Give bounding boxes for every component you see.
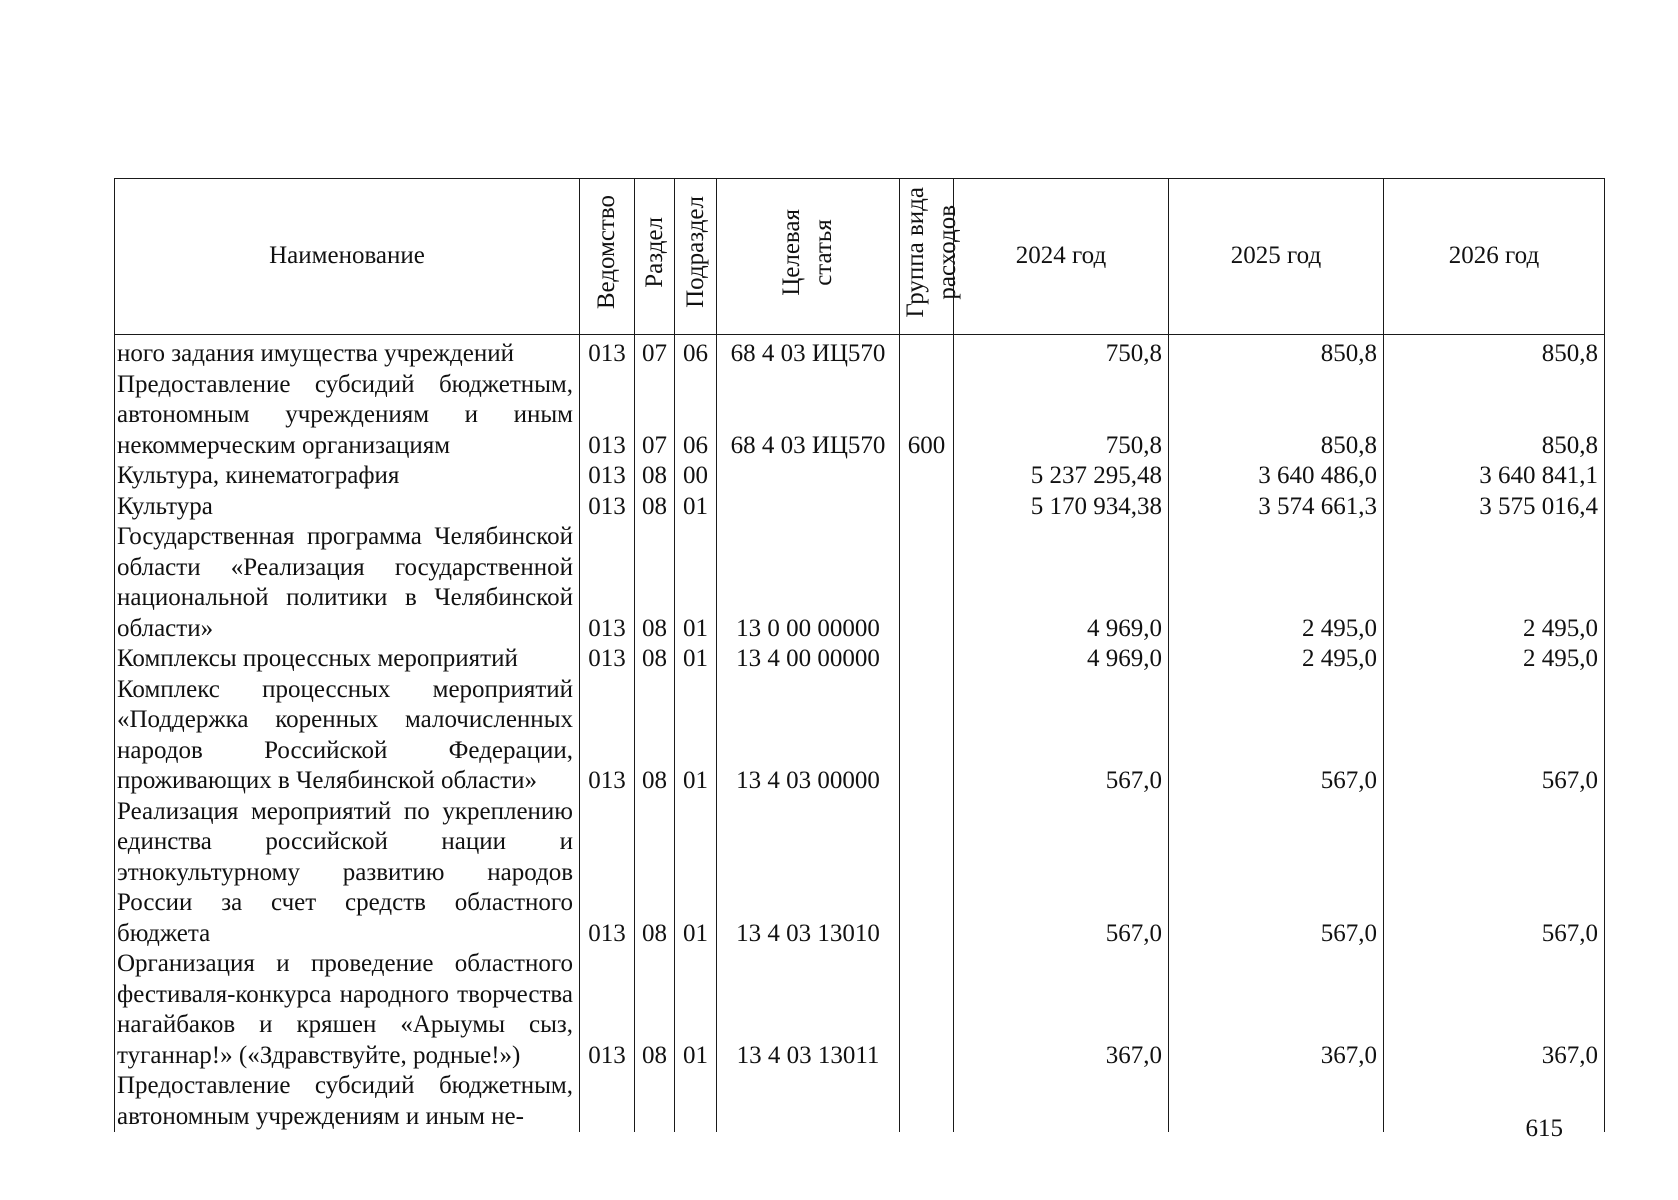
header-2025: 2025 год xyxy=(1169,179,1384,335)
cell-target: 13 4 03 00000 xyxy=(717,675,900,797)
cell-2026: 567,0 xyxy=(1384,675,1605,797)
cell-target: 13 4 00 00000 xyxy=(717,644,900,675)
cell-2024: 750,8 xyxy=(954,370,1169,462)
cell-2026: 3 640 841,1 xyxy=(1384,461,1605,492)
cell-target xyxy=(717,1071,900,1132)
header-section: Раздел xyxy=(635,179,675,335)
cell-2025: 2 495,0 xyxy=(1169,522,1384,644)
cell-dept: 013 xyxy=(580,370,635,462)
cell-section: 08 xyxy=(635,492,675,523)
cell-section: 08 xyxy=(635,461,675,492)
table-body xyxy=(115,335,1605,1133)
cell-2025: 567,0 xyxy=(1169,675,1384,797)
cell-name: ного задания имущества учреждений xyxy=(115,335,580,370)
cell-dept: 013 xyxy=(580,492,635,523)
table-row xyxy=(115,335,1605,370)
cell-dept: 013 xyxy=(580,461,635,492)
cell-section: 07 xyxy=(635,370,675,462)
cell-2026: 367,0 xyxy=(1384,949,1605,1071)
header-2026: 2026 год xyxy=(1384,179,1605,335)
cell-section: 08 xyxy=(635,522,675,644)
table-row xyxy=(115,675,1605,797)
cell-subsection: 00 xyxy=(675,461,717,492)
cell-2026: 2 495,0 xyxy=(1384,522,1605,644)
header-2024: 2024 год xyxy=(954,179,1169,335)
cell-section: 08 xyxy=(635,949,675,1071)
header-target: Целевая статья xyxy=(717,179,900,335)
cell-name: Предоставление субсидий бюджетным, автономным учреждениям и иным некоммерческим организациям xyxy=(115,370,580,462)
cell-2024: 4 969,0 xyxy=(954,522,1169,644)
cell-section: 08 xyxy=(635,797,675,950)
cell-expense-group xyxy=(900,461,954,492)
cell-2026: 567,0 xyxy=(1384,797,1605,950)
cell-2024: 5 170 934,38 xyxy=(954,492,1169,523)
cell-target: 13 0 00 00000 xyxy=(717,522,900,644)
header-dept: Ведомство xyxy=(580,179,635,335)
table-row xyxy=(115,522,1605,644)
cell-name: Культура, кинематография xyxy=(115,461,580,492)
cell-2024: 367,0 xyxy=(954,949,1169,1071)
cell-2026 xyxy=(1384,1071,1605,1132)
budget-table xyxy=(114,178,1605,1132)
cell-name: Государственная программа Челябинской области «Реализация государственной национальной политики в Челябинской области» xyxy=(115,522,580,644)
cell-name: Предоставление субсидий бюджетным, автономным учреждениям и иным не- xyxy=(115,1071,580,1132)
cell-name: Комплексы процессных мероприятий xyxy=(115,644,580,675)
page-number: 615 xyxy=(1525,1115,1563,1142)
cell-expense-group xyxy=(900,949,954,1071)
cell-2025: 367,0 xyxy=(1169,949,1384,1071)
cell-subsection: 06 xyxy=(675,335,717,370)
cell-2025: 850,8 xyxy=(1169,370,1384,462)
cell-section: 08 xyxy=(635,644,675,675)
cell-dept: 013 xyxy=(580,949,635,1071)
cell-2026: 3 575 016,4 xyxy=(1384,492,1605,523)
cell-name: Комплекс процессных мероприятий «Поддержка коренных малочисленных народов Российской Федерации, проживающих в Челябинской области» xyxy=(115,675,580,797)
cell-2024: 567,0 xyxy=(954,675,1169,797)
cell-name: Реализация мероприятий по укреплению единства российской нации и этнокультурному развитию народов России за счет средств областного бюджета xyxy=(115,797,580,950)
cell-dept xyxy=(580,1071,635,1132)
cell-target: 68 4 03 ИЦ570 xyxy=(717,335,900,370)
table-row xyxy=(115,492,1605,523)
table-row xyxy=(115,797,1605,950)
cell-2026: 850,8 xyxy=(1384,370,1605,462)
cell-subsection: 01 xyxy=(675,492,717,523)
cell-dept: 013 xyxy=(580,335,635,370)
cell-target: 13 4 03 13011 xyxy=(717,949,900,1071)
cell-target: 13 4 03 13010 xyxy=(717,797,900,950)
cell-2024: 5 237 295,48 xyxy=(954,461,1169,492)
cell-section: 08 xyxy=(635,675,675,797)
header-row xyxy=(115,179,1605,335)
cell-2026: 2 495,0 xyxy=(1384,644,1605,675)
header-expense-group: Группа вида расходов xyxy=(900,179,954,335)
cell-2025 xyxy=(1169,1071,1384,1132)
cell-2026: 850,8 xyxy=(1384,335,1605,370)
cell-2024: 567,0 xyxy=(954,797,1169,950)
cell-target xyxy=(717,492,900,523)
cell-subsection: 01 xyxy=(675,675,717,797)
table-row xyxy=(115,644,1605,675)
cell-expense-group xyxy=(900,522,954,644)
cell-expense-group xyxy=(900,1071,954,1132)
cell-expense-group xyxy=(900,675,954,797)
cell-section: 07 xyxy=(635,335,675,370)
cell-section xyxy=(635,1071,675,1132)
cell-2024: 4 969,0 xyxy=(954,644,1169,675)
cell-target xyxy=(717,461,900,492)
cell-subsection: 01 xyxy=(675,949,717,1071)
cell-subsection: 01 xyxy=(675,644,717,675)
cell-2024 xyxy=(954,1071,1169,1132)
cell-expense-group xyxy=(900,492,954,523)
cell-2025: 850,8 xyxy=(1169,335,1384,370)
cell-target: 68 4 03 ИЦ570 xyxy=(717,370,900,462)
cell-dept: 013 xyxy=(580,797,635,950)
cell-2024: 750,8 xyxy=(954,335,1169,370)
header-subsection: Подраздел xyxy=(675,179,717,335)
cell-subsection: 06 xyxy=(675,370,717,462)
table-row xyxy=(115,370,1605,462)
cell-expense-group: 600 xyxy=(900,370,954,462)
table-row xyxy=(115,1071,1605,1132)
table-row xyxy=(115,461,1605,492)
cell-dept: 013 xyxy=(580,644,635,675)
cell-2025: 2 495,0 xyxy=(1169,644,1384,675)
cell-subsection xyxy=(675,1071,717,1132)
cell-dept: 013 xyxy=(580,522,635,644)
cell-2025: 3 574 661,3 xyxy=(1169,492,1384,523)
cell-name: Культура xyxy=(115,492,580,523)
header-name: Наименование xyxy=(115,179,580,335)
cell-expense-group xyxy=(900,644,954,675)
cell-name: Организация и проведение областного фестиваля-конкурса народного творчества нагайбаков и кряшен «Арыумы сыз, туганнар!» («Здравствуйте, родные!») xyxy=(115,949,580,1071)
cell-dept: 013 xyxy=(580,675,635,797)
cell-expense-group xyxy=(900,797,954,950)
cell-2025: 3 640 486,0 xyxy=(1169,461,1384,492)
cell-expense-group xyxy=(900,335,954,370)
cell-subsection: 01 xyxy=(675,522,717,644)
cell-2025: 567,0 xyxy=(1169,797,1384,950)
cell-subsection: 01 xyxy=(675,797,717,950)
table-row xyxy=(115,949,1605,1071)
